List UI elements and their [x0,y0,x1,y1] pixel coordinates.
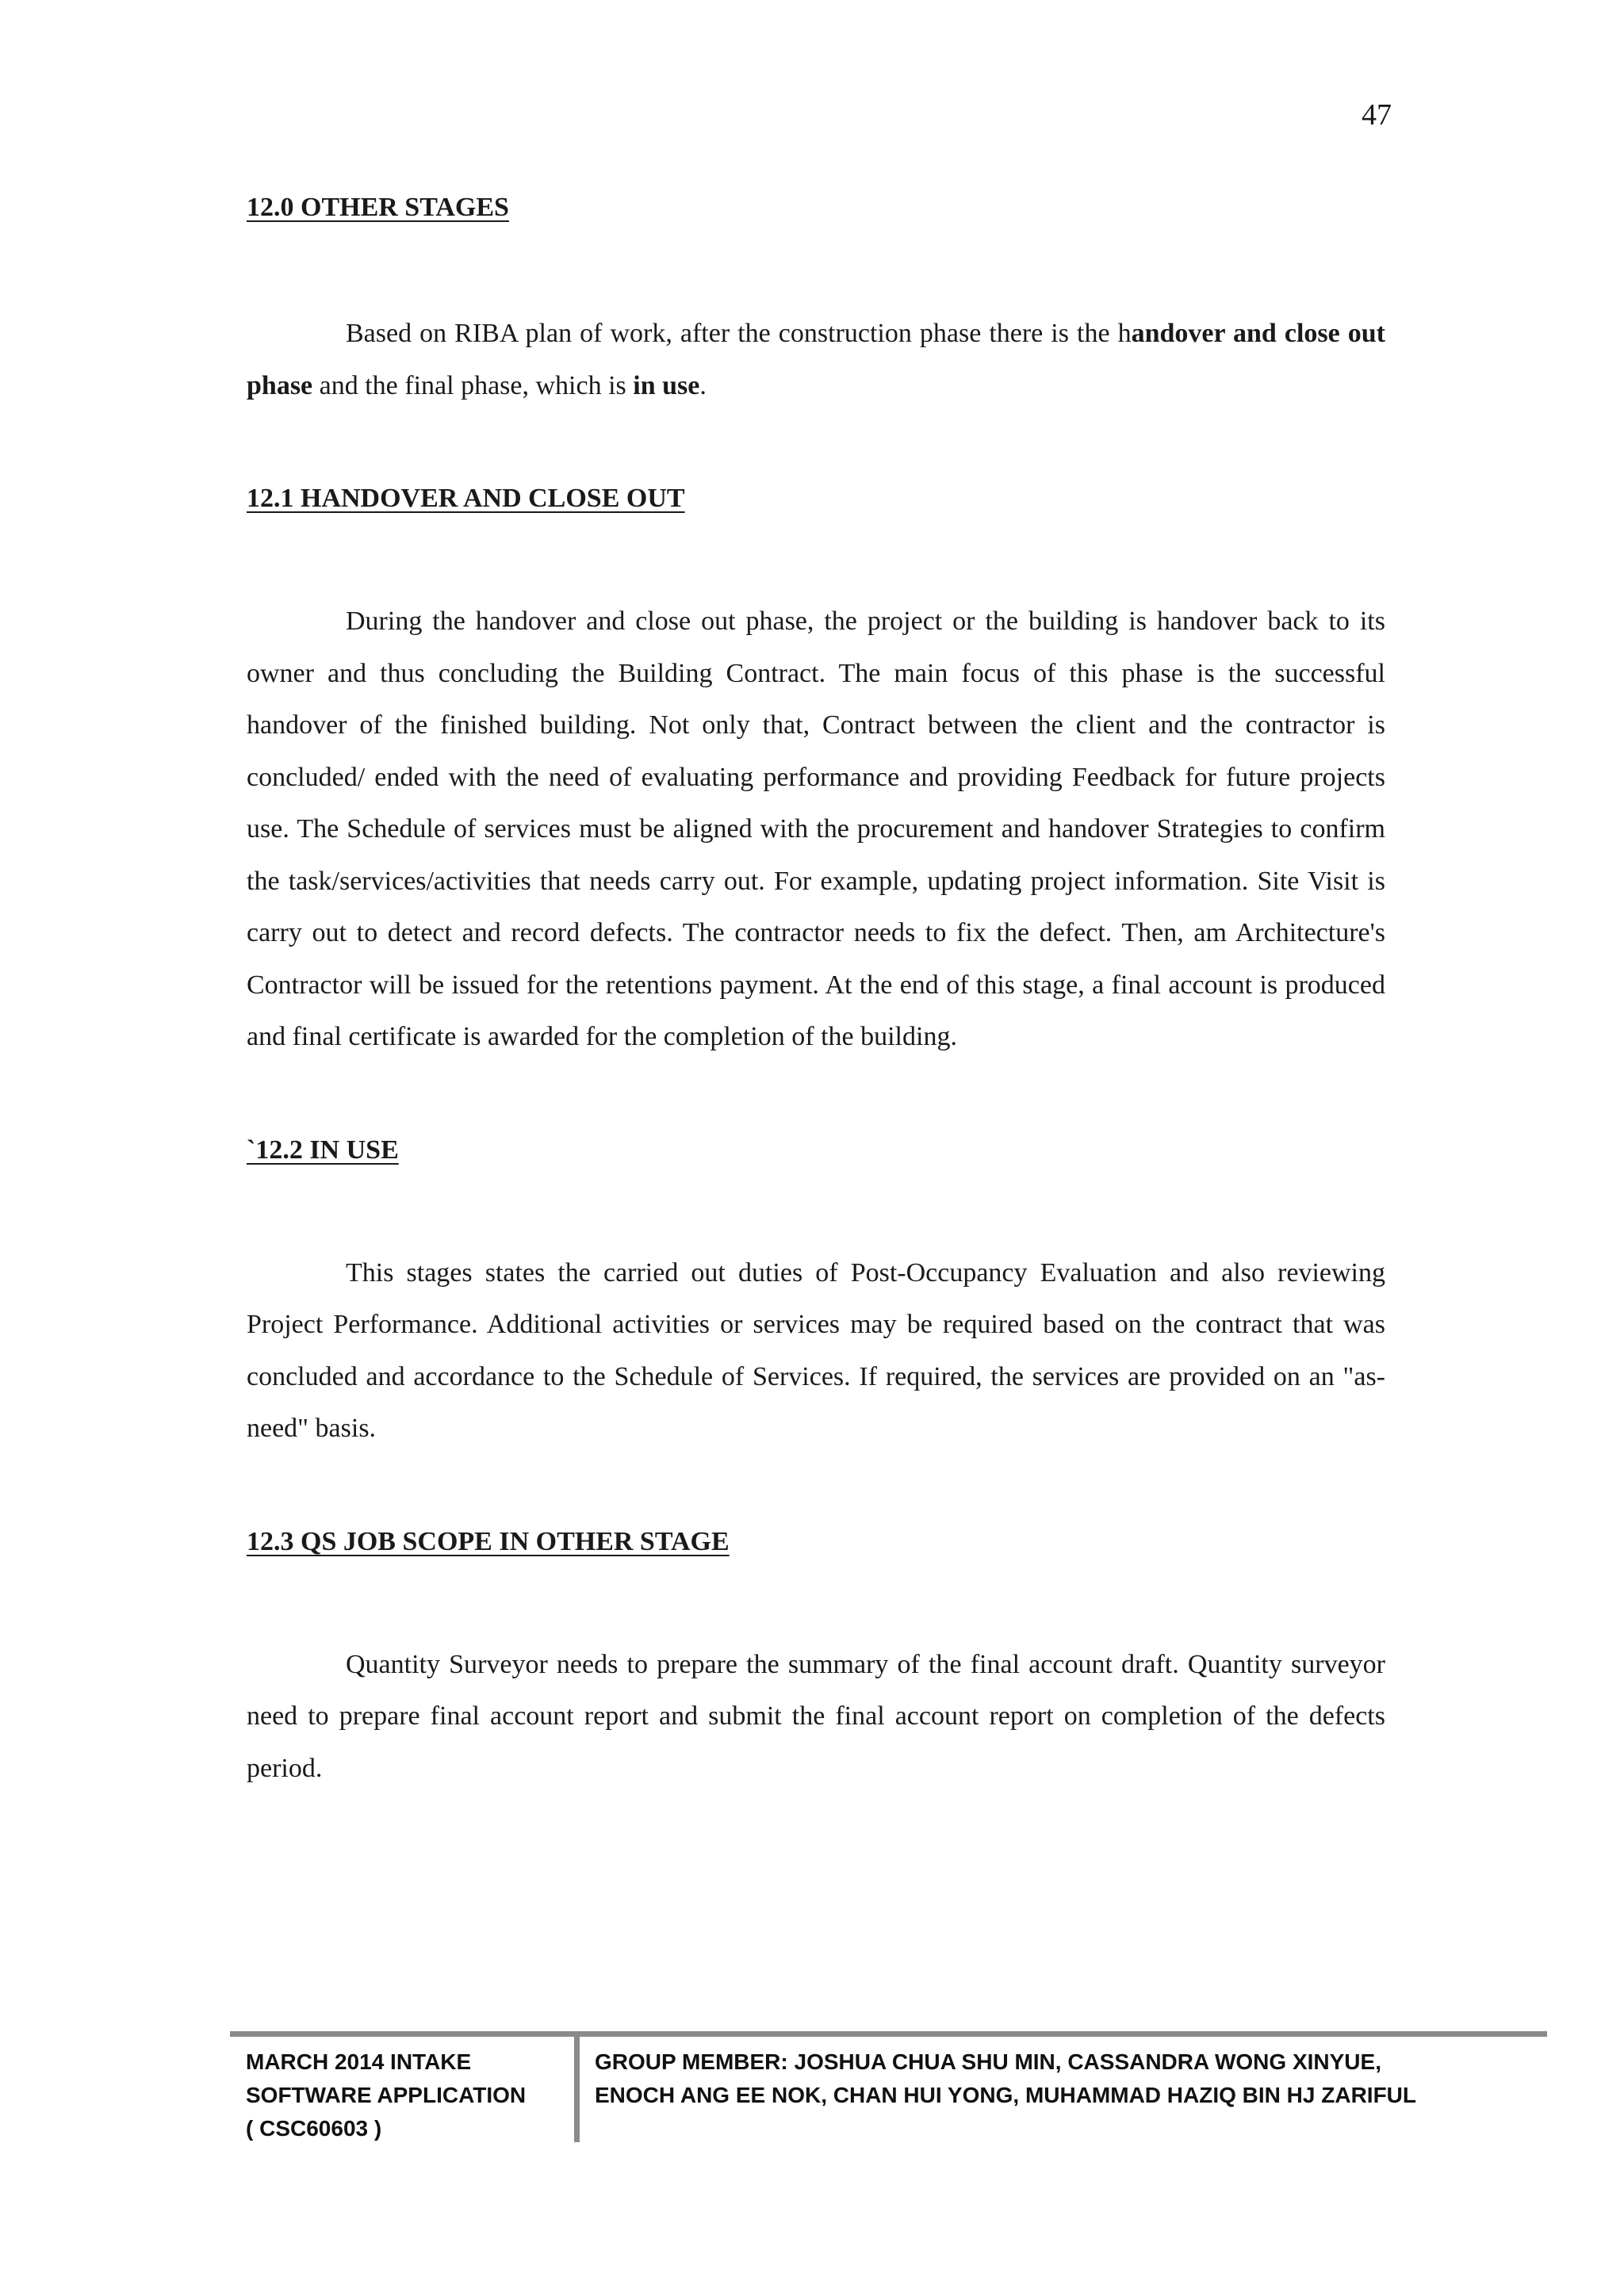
handover-paragraph: During the handover and close out phase, the project or the building is handover back to its owner and thus concluding the Building Contract. The main focus of this phase is the successful handover of the finished building. Not only that, Contract between the client and the contractor is concluded/ ended with the need of evaluating performance and providing Feedback for future projects use. The Schedule of services must be aligned with the procurement and handover Strategies to confirm the task/services/activities that needs carry out. For example, updating project information. Site Visit is carry out to detect and record defects. The contractor needs to fix the defect. Then, am Architecture's Contractor will be issued for the retentions payment. At the end of this stage, a final account is produced and final certificate is awarded for the completion of the building. [247,607,1385,1051]
footer-vertical-divider [574,2031,580,2142]
intro-text-1: Based on RIBA plan of work, after the construction phase there is the h [346,319,1132,348]
intro-text-2: and the final phase, which is [312,370,634,400]
footer-group-members [595,2045,1546,2112]
footer-course-name: SOFTWARE APPLICATION [246,2083,527,2107]
footer-course-info [246,2045,571,2145]
intro-text-3: . [699,370,707,400]
qs-scope-paragraph: Quantity Surveyor needs to prepare the summary of the final account draft. Quantity surveyor need to prepare final account report and submit the final account report on completion of the defects period. [247,1649,1385,1783]
section-heading-other-stages: 12.0 OTHER STAGES [247,193,509,222]
page-footer [230,2031,1547,2142]
section-heading-in-use: `12.2 IN USE [247,1135,399,1165]
section-heading-handover: 12.1 HANDOVER AND CLOSE OUT [247,484,685,513]
footer-course-code: ( CSC60603 ) [246,2116,382,2141]
footer-members-line-1: GROUP MEMBER: JOSHUA CHUA SHU MIN, CASSANDRA WONG XINYUE, [595,2049,1381,2074]
intro-bold-1: andover and close out phase [247,319,1385,400]
footer-members-line-2: ENOCH ANG EE NOK, CHAN HUI YONG, MUHAMMAD HAZIQ BIN HJ ZARIFUL [595,2083,1416,2107]
document-body [247,190,1385,1794]
section-heading-qs-scope: 12.3 QS JOB SCOPE IN OTHER STAGE [247,1526,730,1556]
page-number: 47 [1362,98,1392,132]
intro-bold-2: in use [633,370,700,400]
other-stages-paragraph [247,308,1385,411]
footer-intake: MARCH 2014 INTAKE [246,2049,472,2074]
in-use-paragraph: This stages states the carried out duties of Post-Occupancy Evaluation and also reviewing Project Performance. Additional activities or services may be required based on the contract that was concluded and accordance to the Schedule of Services. If required, the services are provided on an "as-need" basis. [247,1257,1385,1443]
footer-top-rule [230,2031,1547,2037]
